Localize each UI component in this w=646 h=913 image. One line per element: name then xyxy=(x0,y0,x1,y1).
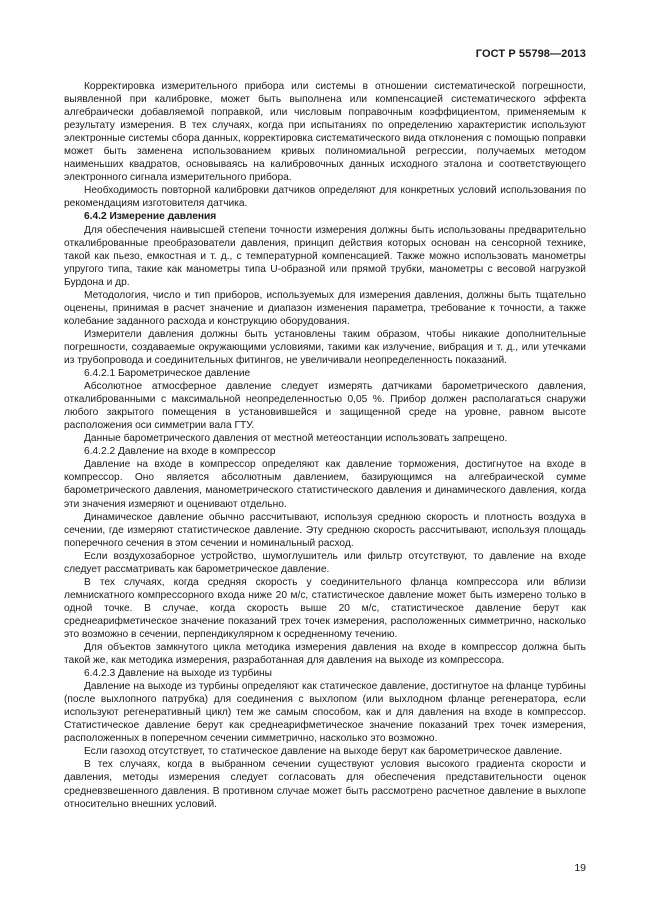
paragraph: Давление на выходе из турбины определяют как статическое давление, достигнутое на фланце турбины (после выхлопного патрубка) для соединения с выхлопом (или выхлодном фланце регенератора, если используют регенеративный цикл) тем же самым способом, как и для давления на входе в компрессор. Статистическое давление берут как среднеарифметическое значение показаний трех точек измерения, расположенных в поперечном сечении симметрично, насколько это возможно. xyxy=(64,681,586,745)
paragraph: Необходимость повторной калибровки датчиков определяют для конкретных условий использования по рекомендациям изготовителя датчика. xyxy=(64,185,586,210)
paragraph: Абсолютное атмосферное давление следует измерять датчиками барометрического давления, откалиброванными с максимальной неопределенностью 0,05 %. Прибор должен располагаться снаружи любого закрытого помещения в установившейся и защищенной среде на уровне, равном высоте расположения оси симметрии вала ГТУ. xyxy=(64,381,586,432)
section-heading: 6.4.2 Измерение давления xyxy=(84,211,217,223)
paragraph: Для объектов замкнутого цикла методика измерения давления на входе в компрессор должна быть такой же, как методика измерения, разработанная для давления на выходе из компрессора. xyxy=(64,642,586,667)
paragraph: В тех случаях, когда средняя скорость у соединительного фланца компрессора или вблизи лемнискатного компрессорного входа ниже 20 м/с, статистическое давление может быть измерено только в одной точке. В случае, когда скорость выше 20 м/с, статистическое давление берут как среднеарифметическое значение показаний трех точек измерения, расположенных симметрично, насколько это возможно в сечении, перпендикулярном к осредненному течению. xyxy=(64,576,586,640)
page-number: 19 xyxy=(574,862,586,874)
paragraph: В тех случаях, когда в выбранном сечении существуют условия высокого градиента скорости и давления, методы измерения следует согласовать для обеспечения представительности оценок средневзвешенного давления. В противном случае может быть рассмотрено расчетное давление в выхлопе относительно внешних условий. xyxy=(64,759,586,810)
paragraph: Методология, число и тип приборов, используемых для измерения давления, должны быть тщательно оценены, принимая в расчет значение и диапазон изменения параметра, требование к точности, а также колебание заданного расхода и конструкцию оборудования. xyxy=(64,289,586,327)
paragraph: Корректировка измерительного прибора или системы в отношении систематической погрешности, выявленной при калибровке, может быть выполнена или компенсацией систематического эффекта алгебраически добавляемой поправкой, или числовым поправочным коэффициентом, применяемым к результату измерения. В тех случаях, когда при испытаниях по определению характеристик используют электронные системы сбора данных, корректировка систематического вида отклонения с помощью поправки может быть заменена использованием кривых полиномиальной регрессии, получаемых методом наименьших квадратов, основываясь на калибровочных данных исходного эталона и соответствующего электронного сигнала измерительного прибора. xyxy=(64,81,586,184)
document-body xyxy=(64,80,586,811)
paragraph: Для обеспечения наивысшей степени точности измерения должны быть использованы предварительно откалиброванные преобразователи давления, принцип действия которых основан на сенсорной технике, такой как пьезо, емкостная и т. д., с температурной компенсацией. Также можно использовать манометры упругого типа, такие как манометры типа U-образной или прямой трубки, манометры с весовой нагрузкой Бурдона и др. xyxy=(64,224,586,288)
paragraph: Данные барометрического давления от местной метеостанции использовать запрещено. xyxy=(84,433,508,445)
document-id-header: ГОСТ Р 55798—2013 xyxy=(475,48,586,60)
paragraph: Если газоход отсутствует, то статическое давление на выходе берут как барометрическое давление. xyxy=(84,746,563,758)
paragraph: Измерители давления должны быть установлены таким образом, чтобы никакие дополнительные погрешности, создаваемые окружающими условиями, такими как излучение, вибрация и т. д., или утечками из трубопровода и соединительных фитингов, не увеличивали неопределенность показаний. xyxy=(64,328,586,366)
paragraph: Динамическое давление обычно рассчитывают, используя среднюю скорость и плотность воздуха в сечении, где измеряют статистическое давление. Эту среднюю скорость рассчитывают, используя площадь поперечного сечения в этом сечении и номинальный расход. xyxy=(64,511,586,549)
subsection-heading: 6.4.2.1 Барометрическое давление xyxy=(84,368,251,380)
subsection-heading: 6.4.2.3 Давление на выходе из турбины xyxy=(84,668,272,680)
paragraph: Давление на входе в компрессор определяют как давление торможения, достигнутое на входе в компрессор. Оно является абсолютным давлением, базирующимся на алгебраической сумме барометрического давления, манометрического статистического давления и динамического давления, когда эти значения измеряют и оценивают отдельно. xyxy=(64,459,586,510)
subsection-heading: 6.4.2.2 Давление на входе в компрессор xyxy=(84,446,276,458)
paragraph: Если воздухозаборное устройство, шумоглушитель или фильтр отсутствуют, то давление на входе следует рассматривать как барометрическое давление. xyxy=(64,550,586,575)
